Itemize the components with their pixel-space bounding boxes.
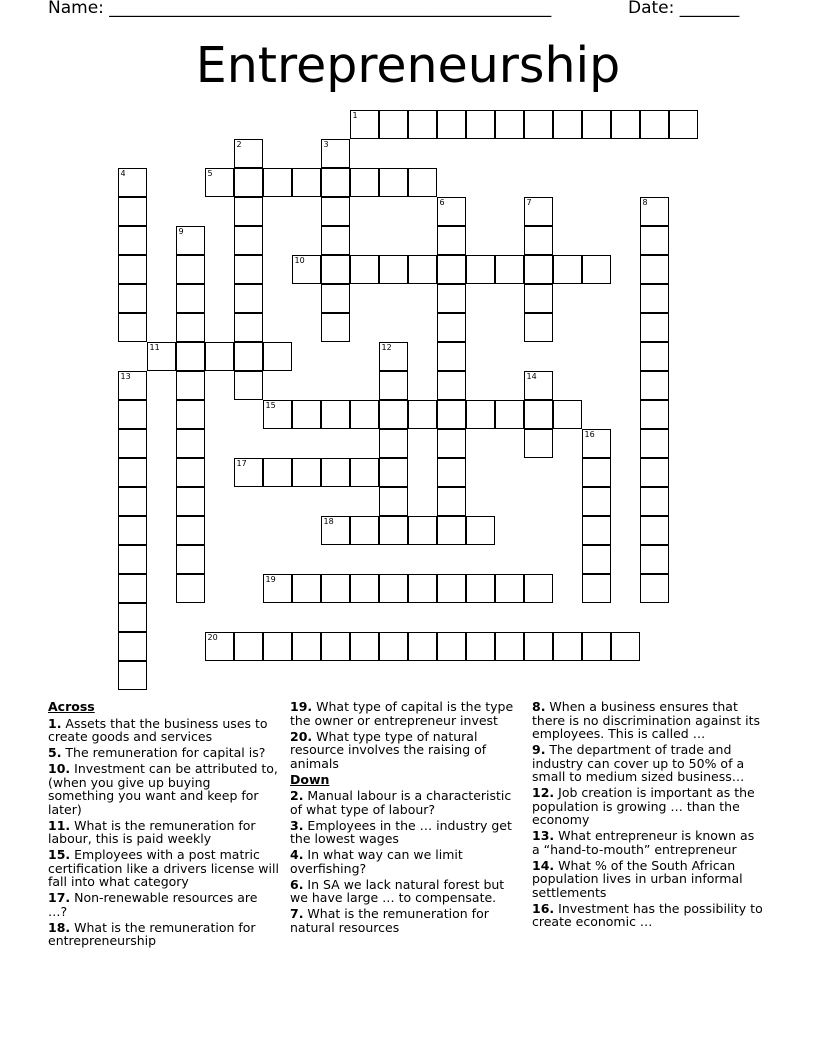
grid-cell[interactable] xyxy=(321,574,350,603)
down-clue-list xyxy=(290,789,522,934)
grid-cell[interactable] xyxy=(437,371,466,400)
grid-cell[interactable] xyxy=(176,226,205,255)
across-heading: Across xyxy=(48,699,95,714)
clue-item xyxy=(532,700,764,741)
clue-text: The department of trade and industry can cover up to 50% of a small to medium sized business… xyxy=(532,742,745,784)
grid-cell[interactable] xyxy=(379,632,408,661)
grid-cell[interactable] xyxy=(524,226,553,255)
grid-cell[interactable] xyxy=(234,197,263,226)
clue-text: Non-renewable resources are …? xyxy=(48,890,258,919)
grid-cell[interactable] xyxy=(466,400,495,429)
clue-number-label: 9. xyxy=(532,742,546,757)
grid-cell[interactable] xyxy=(408,110,437,139)
clue-number-label: 18. xyxy=(48,919,71,935)
grid-cell[interactable] xyxy=(437,110,466,139)
clue-item xyxy=(290,700,522,727)
grid-cell[interactable] xyxy=(234,168,263,197)
grid-cell[interactable] xyxy=(205,342,234,371)
grid-cell[interactable] xyxy=(640,574,669,603)
grid-cell[interactable] xyxy=(524,632,553,661)
grid-cell[interactable] xyxy=(466,516,495,545)
grid-cell[interactable] xyxy=(176,487,205,516)
grid-cell[interactable] xyxy=(553,400,582,429)
grid-cell[interactable] xyxy=(437,429,466,458)
clue-number-label: 11. xyxy=(48,817,71,833)
grid-cell[interactable] xyxy=(640,255,669,284)
clue-number-label: 8. xyxy=(532,699,546,714)
grid-cell[interactable] xyxy=(379,458,408,487)
clue-text: Employees with a post matric certification like a drivers license will fall into what category xyxy=(48,847,279,889)
grid-cell[interactable] xyxy=(466,632,495,661)
grid-cell[interactable] xyxy=(437,342,466,371)
clue-number: 10 xyxy=(294,256,305,265)
grid-cell[interactable] xyxy=(321,226,350,255)
clue-text: Investment has the possibility to create economic … xyxy=(532,900,763,929)
grid-cell[interactable] xyxy=(118,603,147,632)
clue-number: 15 xyxy=(265,401,276,410)
grid-cell[interactable] xyxy=(176,545,205,574)
grid-cell[interactable] xyxy=(582,545,611,574)
grid-cell[interactable] xyxy=(263,574,292,603)
clue-number-label: 12. xyxy=(532,785,555,800)
clue-item xyxy=(290,730,522,771)
clue-item xyxy=(532,829,764,856)
grid-cell[interactable] xyxy=(321,458,350,487)
clue-number: 4 xyxy=(120,169,126,178)
grid-cell[interactable] xyxy=(524,197,553,226)
grid-cell[interactable] xyxy=(176,458,205,487)
grid-cell[interactable] xyxy=(582,429,611,458)
clue-number: 19 xyxy=(265,575,276,584)
grid-cell[interactable] xyxy=(234,284,263,313)
grid-cell[interactable] xyxy=(292,632,321,661)
grid-cell[interactable] xyxy=(437,284,466,313)
grid-cell[interactable] xyxy=(350,168,379,197)
grid-cell[interactable] xyxy=(495,110,524,139)
grid-cell[interactable] xyxy=(379,429,408,458)
grid-cell[interactable] xyxy=(292,574,321,603)
clue-number: 7 xyxy=(526,198,532,207)
clue-number-label: 4. xyxy=(290,847,304,862)
grid-cell[interactable] xyxy=(437,197,466,226)
grid-cell[interactable] xyxy=(466,110,495,139)
grid-cell[interactable] xyxy=(553,110,582,139)
grid-cell[interactable] xyxy=(118,255,147,284)
clue-item xyxy=(532,786,764,827)
grid-cell[interactable] xyxy=(350,632,379,661)
grid-cell[interactable] xyxy=(176,516,205,545)
grid-cell[interactable] xyxy=(640,458,669,487)
grid-cell[interactable] xyxy=(408,255,437,284)
clue-text: What % of the South African population lives in urban informal settlements xyxy=(532,857,743,900)
grid-cell[interactable] xyxy=(379,516,408,545)
grid-cell[interactable] xyxy=(553,255,582,284)
grid-cell[interactable] xyxy=(582,255,611,284)
grid-cell[interactable] xyxy=(234,632,263,661)
clue-column-2 xyxy=(290,700,522,937)
grid-cell[interactable] xyxy=(379,255,408,284)
grid-cell[interactable] xyxy=(640,371,669,400)
grid-cell[interactable] xyxy=(437,458,466,487)
clue-item xyxy=(48,921,280,948)
clue-text: Manual labour is a characteristic of what type of labour? xyxy=(290,788,512,817)
grid-cell[interactable] xyxy=(437,487,466,516)
clue-item xyxy=(290,848,522,875)
grid-cell[interactable] xyxy=(176,574,205,603)
clue-item xyxy=(48,717,280,744)
clue-item xyxy=(290,878,522,905)
grid-cell[interactable] xyxy=(263,168,292,197)
grid-cell[interactable] xyxy=(118,400,147,429)
clue-number-label: 14. xyxy=(532,857,555,873)
clue-number: 2 xyxy=(236,140,242,149)
clue-item xyxy=(290,819,522,846)
grid-cell[interactable] xyxy=(176,255,205,284)
grid-cell[interactable] xyxy=(582,110,611,139)
clue-number-label: 20. xyxy=(290,728,313,744)
grid-cell[interactable] xyxy=(292,400,321,429)
grid-cell[interactable] xyxy=(321,516,350,545)
clue-number: 17 xyxy=(236,459,247,468)
grid-cell[interactable] xyxy=(321,168,350,197)
clue-number-label: 7. xyxy=(290,906,304,921)
grid-cell[interactable] xyxy=(118,197,147,226)
grid-cell[interactable] xyxy=(321,139,350,168)
clue-item xyxy=(532,902,764,929)
grid-cell[interactable] xyxy=(524,110,553,139)
grid-cell[interactable] xyxy=(611,632,640,661)
grid-cell[interactable] xyxy=(379,400,408,429)
grid-cell[interactable] xyxy=(408,516,437,545)
clue-item xyxy=(48,891,280,918)
clue-item xyxy=(48,762,280,816)
grid-cell[interactable] xyxy=(640,487,669,516)
grid-cell[interactable] xyxy=(263,400,292,429)
clue-number: 3 xyxy=(323,140,329,149)
grid-cell[interactable] xyxy=(234,458,263,487)
grid-cell[interactable] xyxy=(640,429,669,458)
grid-cell[interactable] xyxy=(379,487,408,516)
clue-number-label: 2. xyxy=(290,788,304,803)
clue-item xyxy=(48,848,280,889)
grid-cell[interactable] xyxy=(176,429,205,458)
grid-cell[interactable] xyxy=(495,632,524,661)
grid-cell[interactable] xyxy=(176,400,205,429)
name-field-label: Name: ____________________________________________________ xyxy=(48,0,552,18)
grid-cell[interactable] xyxy=(118,429,147,458)
clue-text: What entrepreneur is known as a “hand-to-mouth” entrepreneur xyxy=(532,828,755,857)
clue-text: What is the remuneration for labour, this is paid weekly xyxy=(48,817,256,846)
clue-number: 1 xyxy=(352,111,358,120)
down-heading: Down xyxy=(290,771,330,787)
grid-cell[interactable] xyxy=(118,226,147,255)
grid-cell[interactable] xyxy=(234,226,263,255)
grid-cell[interactable] xyxy=(640,400,669,429)
grid-cell[interactable] xyxy=(321,632,350,661)
grid-cell[interactable] xyxy=(437,313,466,342)
grid-cell[interactable] xyxy=(495,574,524,603)
grid-cell[interactable] xyxy=(350,516,379,545)
clue-number-label: 15. xyxy=(48,847,71,862)
grid-cell[interactable] xyxy=(118,516,147,545)
grid-cell[interactable] xyxy=(408,632,437,661)
clue-text: Job creation is important as the population is growing … than the economy xyxy=(532,785,755,827)
clue-number: 12 xyxy=(381,343,392,352)
grid-cell[interactable] xyxy=(640,342,669,371)
grid-cell[interactable] xyxy=(582,574,611,603)
page-title: Entrepreneurship xyxy=(195,37,621,94)
grid-cell[interactable] xyxy=(669,110,698,139)
clue-column-1 xyxy=(48,700,280,950)
grid-cell[interactable] xyxy=(118,168,147,197)
clue-item xyxy=(290,907,522,934)
grid-cell[interactable] xyxy=(524,400,553,429)
grid-cell[interactable] xyxy=(234,313,263,342)
clue-text: Assets that the business uses to create goods and services xyxy=(48,715,268,744)
grid-cell[interactable] xyxy=(118,313,147,342)
grid-cell[interactable] xyxy=(524,429,553,458)
clue-item xyxy=(48,819,280,846)
grid-cell[interactable] xyxy=(321,284,350,313)
grid-cell[interactable] xyxy=(292,168,321,197)
grid-cell[interactable] xyxy=(176,313,205,342)
clue-number: 20 xyxy=(207,633,218,642)
grid-cell[interactable] xyxy=(408,168,437,197)
grid-cell[interactable] xyxy=(350,255,379,284)
grid-cell[interactable] xyxy=(321,313,350,342)
grid-cell[interactable] xyxy=(582,632,611,661)
clue-number: 18 xyxy=(323,517,334,526)
grid-cell[interactable] xyxy=(640,284,669,313)
grid-cell[interactable] xyxy=(640,110,669,139)
clue-text: When a business ensures that there is no discrimination against its employees. This is called … xyxy=(532,699,761,741)
grid-cell[interactable] xyxy=(466,255,495,284)
grid-cell[interactable] xyxy=(118,661,147,690)
clue-text: What is the remuneration for entrepreneurship xyxy=(48,919,256,948)
clue-text: What type type of natural resource involves the raising of animals xyxy=(290,728,487,771)
clue-number-label: 13. xyxy=(532,828,555,843)
grid-cell[interactable] xyxy=(263,458,292,487)
grid-cell[interactable] xyxy=(437,226,466,255)
grid-cell[interactable] xyxy=(234,342,263,371)
grid-cell[interactable] xyxy=(176,284,205,313)
date-field-label: Date: _______ xyxy=(628,0,740,18)
clue-item xyxy=(290,789,522,816)
grid-cell[interactable] xyxy=(321,400,350,429)
grid-cell[interactable] xyxy=(292,255,321,284)
clue-number: 16 xyxy=(584,430,595,439)
clue-text: The remuneration for capital is? xyxy=(61,745,266,760)
grid-cell[interactable] xyxy=(118,371,147,400)
clue-number: 8 xyxy=(642,198,648,207)
clue-text: In what way can we limit overfishing? xyxy=(290,847,463,876)
grid-cell[interactable] xyxy=(350,458,379,487)
grid-cell[interactable] xyxy=(582,516,611,545)
grid-cell[interactable] xyxy=(350,400,379,429)
clue-text: What type of capital is the type the owner or entrepreneur invest xyxy=(290,699,514,728)
grid-cell[interactable] xyxy=(437,255,466,284)
clue-number: 14 xyxy=(526,372,537,381)
grid-cell[interactable] xyxy=(263,342,292,371)
clue-number-label: 1. xyxy=(48,715,62,731)
grid-cell[interactable] xyxy=(118,284,147,313)
grid-cell[interactable] xyxy=(553,632,582,661)
clue-number-label: 10. xyxy=(48,761,71,776)
grid-cell[interactable] xyxy=(118,458,147,487)
grid-cell[interactable] xyxy=(524,371,553,400)
grid-cell[interactable] xyxy=(611,110,640,139)
grid-cell[interactable] xyxy=(147,342,176,371)
clue-number-label: 17. xyxy=(48,890,71,905)
grid-cell[interactable] xyxy=(118,487,147,516)
clue-number: 9 xyxy=(178,227,184,236)
across-clue-list xyxy=(48,717,280,948)
grid-cell[interactable] xyxy=(437,516,466,545)
grid-cell[interactable] xyxy=(524,255,553,284)
clue-number-label: 19. xyxy=(290,699,313,714)
clue-text: In SA we lack natural forest but we have large … to compensate. xyxy=(290,876,505,905)
grid-cell[interactable] xyxy=(495,255,524,284)
grid-cell[interactable] xyxy=(379,110,408,139)
grid-cell[interactable] xyxy=(118,545,147,574)
grid-cell[interactable] xyxy=(582,487,611,516)
clue-number-label: 6. xyxy=(290,876,304,892)
grid-cell[interactable] xyxy=(263,632,292,661)
across-clue-list-continued xyxy=(290,700,522,770)
grid-cell[interactable] xyxy=(379,371,408,400)
grid-cell[interactable] xyxy=(524,313,553,342)
clue-text: Investment can be attributed to, (when you give up buying something you want and keep for later) xyxy=(48,761,278,817)
grid-cell[interactable] xyxy=(640,545,669,574)
grid-cell[interactable] xyxy=(379,574,408,603)
clue-number: 11 xyxy=(149,343,160,352)
grid-cell[interactable] xyxy=(524,284,553,313)
clue-text: What is the remuneration for natural resources xyxy=(290,906,489,935)
grid-cell[interactable] xyxy=(379,168,408,197)
grid-cell[interactable] xyxy=(234,139,263,168)
grid-cell[interactable] xyxy=(234,371,263,400)
grid-cell[interactable] xyxy=(640,226,669,255)
grid-cell[interactable] xyxy=(176,342,205,371)
grid-cell[interactable] xyxy=(205,632,234,661)
grid-cell[interactable] xyxy=(640,197,669,226)
grid-cell[interactable] xyxy=(582,458,611,487)
grid-cell[interactable] xyxy=(118,632,147,661)
down-clue-list-continued xyxy=(532,700,764,929)
grid-cell[interactable] xyxy=(437,400,466,429)
clue-number: 6 xyxy=(439,198,445,207)
grid-cell[interactable] xyxy=(176,371,205,400)
grid-cell[interactable] xyxy=(495,400,524,429)
grid-cell[interactable] xyxy=(118,574,147,603)
clue-number-label: 16. xyxy=(532,900,555,916)
grid-cell[interactable] xyxy=(640,516,669,545)
clue-column-3 xyxy=(532,700,764,931)
grid-cell[interactable] xyxy=(321,197,350,226)
grid-cell[interactable] xyxy=(408,400,437,429)
clue-item xyxy=(532,743,764,784)
clue-number: 5 xyxy=(207,169,213,178)
grid-cell[interactable] xyxy=(408,574,437,603)
grid-cell[interactable] xyxy=(321,255,350,284)
grid-cell[interactable] xyxy=(234,255,263,284)
grid-cell[interactable] xyxy=(437,632,466,661)
grid-cell[interactable] xyxy=(379,342,408,371)
grid-cell[interactable] xyxy=(292,458,321,487)
grid-cell[interactable] xyxy=(350,110,379,139)
clue-number-label: 3. xyxy=(290,817,304,833)
clue-text: Employees in the … industry get the lowest wages xyxy=(290,817,512,846)
clue-number: 13 xyxy=(120,372,131,381)
clue-number-label: 5. xyxy=(48,745,62,760)
grid-cell[interactable] xyxy=(466,574,495,603)
grid-cell[interactable] xyxy=(524,574,553,603)
grid-cell[interactable] xyxy=(350,574,379,603)
grid-cell[interactable] xyxy=(205,168,234,197)
grid-cell[interactable] xyxy=(437,574,466,603)
clue-item xyxy=(532,859,764,900)
clue-item xyxy=(48,746,280,760)
grid-cell[interactable] xyxy=(640,313,669,342)
